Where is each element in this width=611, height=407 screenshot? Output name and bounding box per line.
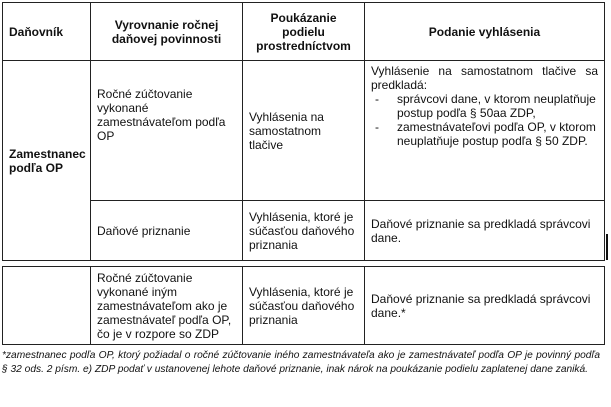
table-row [3,61,605,201]
row1-submission [365,61,605,201]
header-row [3,3,605,61]
header-taxpayer: Daňovník [3,3,91,61]
secondary-table [2,266,605,345]
row2-settlement: Daňové priznanie [91,201,243,261]
header-settlement: Vyrovnanie ročnej daňovej povinnosti [91,3,243,61]
edge-mark [606,234,608,260]
list-item: - správcovi dane, v ktorom neuplatňuje postup podľa § 50aa ZDP, [371,92,598,120]
list-item: - zamestnávateľovi podľa OP, v ktorom neuplatňuje postup podľa § 50 ZDP. [371,120,598,148]
row3-settlement: Ročné zúčtovanie vykonané iným zamestnávateľom ako je zamestnávateľ podľa OP, čo je v rozpore so ZDP [91,267,243,345]
footnote: *zamestnanec podľa OP, ktorý požiadal o ročné zúčtovanie iného zamestnávateľa ako je zamestnávateľ podľa OP je povinný podľa § 32 ods. 2 písm. e) ZDP podať v ustanovenej lehote daňové priznanie, inak nárok na poukázanie podielu zaplatenej dane zaniká. [2,350,600,375]
row2-submission: Daňové priznanie sa predkladá správcovi dane. [365,201,605,261]
row1-settlement: Ročné zúčtovanie vykonané zamestnávateľom podľa OP [91,61,243,201]
row1-submission-list [371,92,598,148]
table-row [3,201,605,261]
row1-submission-intro: Vyhlásenie na samostatnom tlačive sa predkladá: [371,64,598,92]
row3-submission: Daňové priznanie sa predkladá správcovi dane.* [365,267,605,345]
row2-via: Vyhlásenia, ktoré je súčasťou daňového priznania [243,201,365,261]
row1-via: Vyhlásenia na samostatnom tlačive [243,61,365,201]
main-table [2,2,605,261]
row3-taxpayer [3,267,91,345]
row-group-label: Zamestnanec podľa OP [3,61,91,261]
header-transfer-via: Poukázanie podielu prostredníctvom [243,3,365,61]
table-row [3,267,605,345]
header-submission: Podanie vyhlásenia [365,3,605,61]
row3-via: Vyhlásenia, ktoré je súčasťou daňového priznania [243,267,365,345]
